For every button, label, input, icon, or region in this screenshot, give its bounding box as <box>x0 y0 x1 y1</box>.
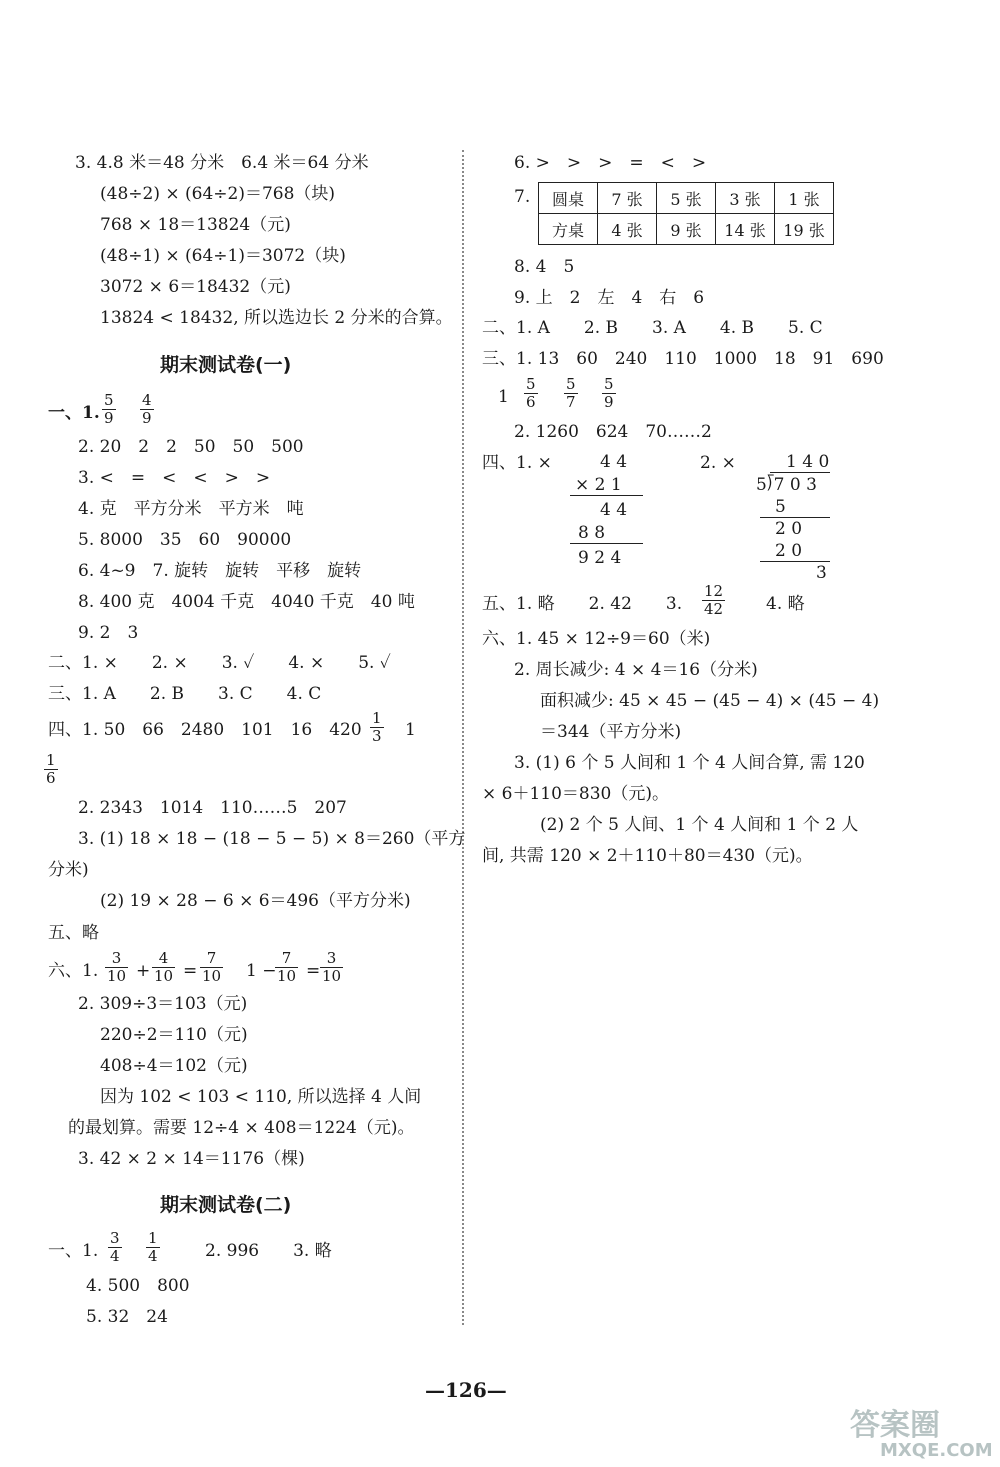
line: 9. 2 3 <box>78 623 139 643</box>
operator: = <box>306 961 321 981</box>
page-number: —126— <box>425 1378 507 1402</box>
line: 2. 周长减少: 4 × 4＝16（分米) <box>514 660 758 680</box>
table-cell: 7 张 <box>598 183 657 214</box>
line: 4. 略 <box>766 594 805 614</box>
calc-digit: 4 4 <box>600 500 628 520</box>
line: 3. (1) 6 个 5 人间和 1 个 4 人间合算, 需 120 <box>514 753 865 773</box>
line: 四、1. 50 66 2480 101 16 420 <box>48 720 362 740</box>
fraction: $\frac{1}{4}$ <box>148 1229 158 1265</box>
table-cell: 4 张 <box>598 214 657 245</box>
line: 三、1. 13 60 240 110 1000 18 91 690 <box>482 349 884 369</box>
fraction: $\frac{5}{7}$ <box>566 375 576 411</box>
table-row <box>539 214 834 245</box>
calc-line <box>570 495 643 496</box>
table-cell: 1 张 <box>775 183 834 214</box>
line: (2) 2 个 5 人间、1 个 4 人间和 1 个 2 人 <box>540 815 859 835</box>
operator: + <box>136 961 151 981</box>
fraction: $\frac{3}{10}$ <box>322 949 342 985</box>
section-title: 期末测试卷(一) <box>160 354 292 376</box>
line: 8. 4 5 <box>514 257 575 277</box>
line: 2. 20 2 2 50 50 500 <box>78 437 304 457</box>
calc-line <box>570 543 643 544</box>
fraction: $\frac{3}{4}$ <box>110 1229 120 1265</box>
line: 1 <box>498 387 509 407</box>
calc-digit: 5 <box>775 497 786 517</box>
item-label: 四、1. × <box>482 453 552 473</box>
line: 2. 1260 624 70……2 <box>514 422 712 442</box>
line: 五、1. 略 2. 42 3. <box>482 594 683 614</box>
line: ＝344（平方分米) <box>540 722 682 742</box>
line: 三、1. A 2. B 3. C 4. C <box>48 684 322 704</box>
calc-digit: 4 4 <box>600 452 628 472</box>
line: 二、1. A 2. B 3. A 4. B 5. C <box>482 318 823 338</box>
fraction: $\frac{4}{9}$ <box>142 391 152 427</box>
calc-digit: 5⟌7 0 3 <box>756 475 817 495</box>
line: 间, 共需 120 × 2＋110＋80＝430（元)。 <box>482 846 813 866</box>
fraction: $\frac{5}{9}$ <box>604 375 614 411</box>
line: 4. 克 平方分米 平方米 吨 <box>78 499 304 519</box>
line: 5. 8000 35 60 90000 <box>78 530 292 550</box>
section-title: 期末测试卷(二) <box>160 1194 292 1216</box>
operator: 1 − <box>246 961 277 981</box>
table-cell: 圆桌 <box>539 183 598 214</box>
line: 4. 500 800 <box>86 1276 190 1296</box>
line: 3. 42 × 2 × 14＝1176（棵) <box>78 1149 305 1169</box>
item-label: 六、1. <box>48 961 99 981</box>
line: 768 × 18＝13824（元) <box>100 215 291 235</box>
line: 1 <box>405 720 416 740</box>
calc-digit: 3 <box>816 563 827 583</box>
fraction: $\frac{3}{10}$ <box>107 949 127 985</box>
calc-line <box>760 561 830 562</box>
line: 2. 2343 1014 110……5 207 <box>78 798 347 818</box>
line: 3. (1) 18 × 18 − (18 − 5 − 5) × 8＝260（平方 <box>78 829 466 849</box>
line: 9. 上 2 左 4 右 6 <box>514 288 705 308</box>
calc-line <box>760 517 830 518</box>
calc-digit: 9 2 4 <box>578 548 622 568</box>
line: 220÷2＝110（元) <box>100 1025 248 1045</box>
line: 6. > > > = < > <box>514 153 707 173</box>
watermark-url: MXQE.COM <box>880 1440 993 1461</box>
line: 二、1. × 2. × 3. ✓ 4. × 5. ✓ <box>48 653 391 673</box>
table-tables <box>538 182 834 245</box>
line: (2) 19 × 28 − 6 × 6＝496（平方分米) <box>100 891 411 911</box>
line: 408÷4＝102（元) <box>100 1056 248 1076</box>
line: 面积减少: 45 × 45 − (45 − 4) × (45 − 4) <box>540 691 880 711</box>
fraction: $\frac{1}{3}$ <box>372 709 382 745</box>
calc-digit: × 2 1 <box>575 475 622 495</box>
operator: = <box>183 961 198 981</box>
line: 3072 × 6＝18432（元) <box>100 277 291 297</box>
column-divider <box>462 150 464 1325</box>
table-cell: 19 张 <box>775 214 834 245</box>
fraction: $\frac{1}{6}$ <box>46 751 56 787</box>
fraction: $\frac{7}{10}$ <box>202 949 222 985</box>
item-label: 一、1. <box>48 1241 99 1261</box>
line: 五、略 <box>48 923 99 943</box>
watermark-logo: 答案圈 <box>850 1408 940 1443</box>
line: 因为 102 < 103 < 110, 所以选择 4 人间 <box>100 1087 422 1107</box>
calc-line <box>770 472 830 473</box>
line: 3. 4.8 米＝48 分米 6.4 米＝64 分米 <box>75 153 369 173</box>
line: 的最划算。需要 12÷4 × 408＝1224（元)。 <box>68 1118 415 1138</box>
table-row <box>539 183 834 214</box>
line: (48÷2) × (64÷2)＝768（块) <box>100 184 336 204</box>
calc-digit: 2 0 <box>775 519 803 539</box>
line: 2. 996 3. 略 <box>205 1241 332 1261</box>
calc-digit: 8 8 <box>578 523 606 543</box>
line: 六、1. 45 × 12÷9＝60（米) <box>482 629 711 649</box>
fraction: $\frac{12}{42}$ <box>704 582 724 618</box>
table-cell: 方桌 <box>539 214 598 245</box>
line: (48÷1) × (64÷1)＝3072（块) <box>100 246 346 266</box>
fraction: $\frac{5}{6}$ <box>526 375 536 411</box>
calc-digit: 1 4 0 <box>786 452 830 472</box>
calc-digit: 2 0 <box>775 541 803 561</box>
item-label: 7. <box>514 187 531 207</box>
line: 6. 4~9 7. 旋转 旋转 平移 旋转 <box>78 561 362 581</box>
line: 3. < = < < > > <box>78 468 271 488</box>
table-cell: 3 张 <box>716 183 775 214</box>
line: 分米) <box>48 860 89 880</box>
fraction: $\frac{4}{10}$ <box>154 949 174 985</box>
table-cell: 5 张 <box>657 183 716 214</box>
line: 8. 400 克 4004 千克 4040 千克 40 吨 <box>78 592 415 612</box>
line: 2. 309÷3＝103（元) <box>78 994 248 1014</box>
table-cell: 14 张 <box>716 214 775 245</box>
item-label: 2. × <box>700 453 736 473</box>
line: × 6＋110＝830（元)。 <box>482 784 669 804</box>
line: 5. 32 24 <box>86 1307 168 1327</box>
fraction: $\frac{7}{10}$ <box>277 949 297 985</box>
table-cell: 9 张 <box>657 214 716 245</box>
item-label: 一、1. <box>48 403 100 423</box>
fraction: $\frac{5}{9}$ <box>104 391 114 427</box>
line: 13824 < 18432, 所以选边长 2 分米的合算。 <box>100 308 453 328</box>
